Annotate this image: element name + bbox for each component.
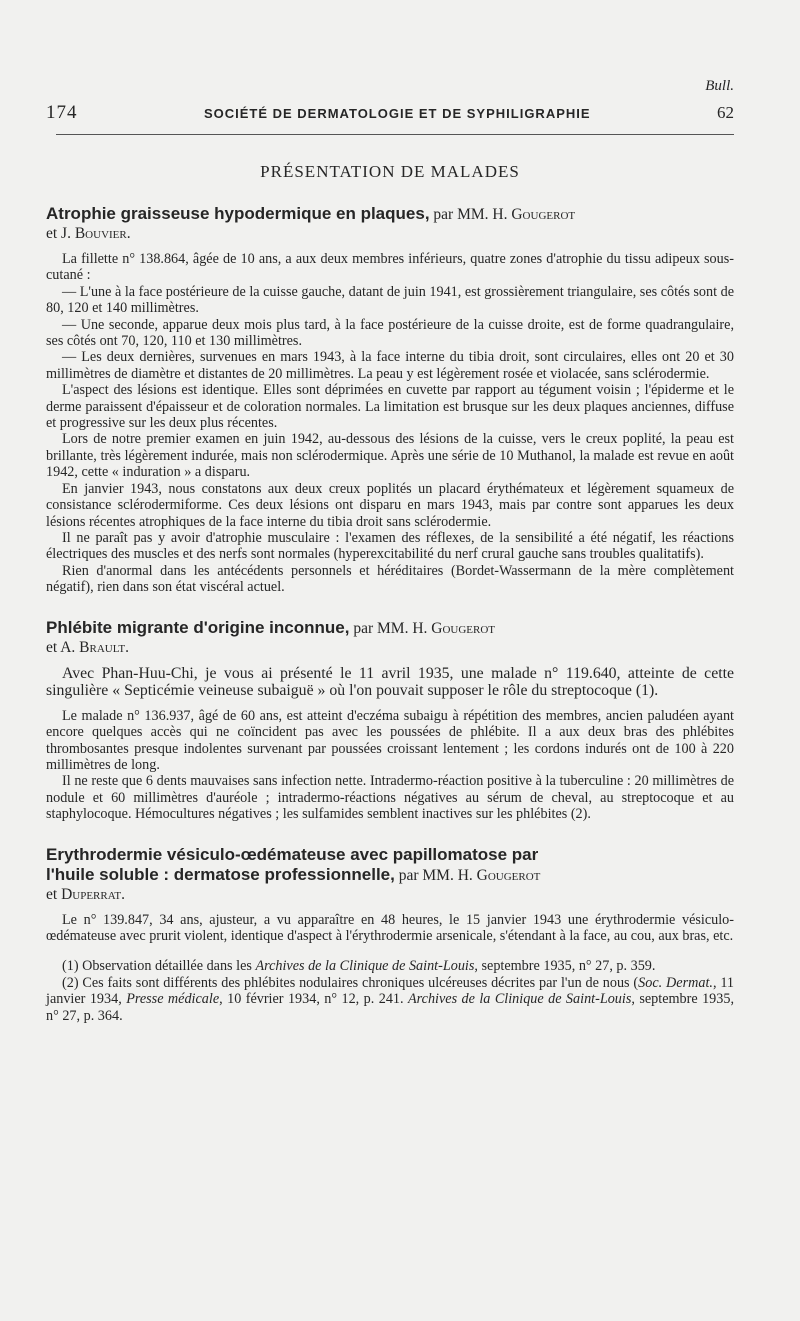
case1-paragraph: — L'une à la face postérieure de la cuisse gauche, datant de juin 1941, est grossièrement triangulaire, ses côtés sont de 80, 120 et 140 millimètres. bbox=[46, 283, 734, 317]
case1-paragraph: La fillette n° 138.864, âgée de 10 ans, a aux deux membres inférieurs, quatre zones d'atrophie du tissu adipeux sous-cutané : bbox=[46, 251, 734, 284]
case2-lead-paragraph: Avec Phan-Huu-Chi, je vous ai présenté le 11 avril 1935, une malade n° 119.640, atteinte de cette singulière « Septicémie veineuse subaiguë » où l'on pouvait supposer le rôle du streptocoque (1). bbox=[46, 664, 734, 700]
footnote-1-text: (1) Observation détaillée dans les bbox=[62, 958, 252, 975]
case3-author2: Duperrat. bbox=[61, 885, 126, 903]
header-rule bbox=[56, 134, 734, 135]
case3-title bbox=[46, 845, 734, 904]
footnote-2-ref-3: , septembre 1935, n° 27, p. 364. bbox=[46, 991, 735, 1024]
page-number: 174 bbox=[46, 102, 78, 123]
case3-title-line1: Erythrodermie vésiculo-œdémateuse avec papillomatose par bbox=[46, 844, 539, 864]
footnote-2-ref-1: , 11 janvier 1934, bbox=[46, 974, 734, 1008]
case1-paragraph: — Une seconde, apparue deux mois plus tard, à la face postérieure de la cuisse droite, est de forme quadrangulaire, ses côtés ont 70, 120, 110 et 130 millimètres. bbox=[46, 316, 734, 350]
case1-authors-prefix: par MM. H. bbox=[433, 206, 508, 223]
footnote-1-source: Archives de la Clinique de Saint-Louis bbox=[255, 958, 475, 975]
page-content bbox=[46, 162, 734, 1024]
footnote-2-ref-2: , 10 février 1934, n° 12, p. 241. bbox=[219, 991, 404, 1008]
footnote-2-text: (2) Ces faits sont différents des phlébites nodulaires chroniques ulcéreuses décrites par l'un de nous ( bbox=[62, 974, 639, 991]
case3-authors-prefix: par MM. H. bbox=[398, 866, 473, 884]
case3-authors-join: et bbox=[46, 885, 58, 903]
case1-paragraph: — Les deux dernières, survenues en mars 1943, à la face interne du tibia droit, sont circulaires, elles ont 20 et 30 millimètres de diamètre et distantes de 20 millimètres. La peau y est légèrement rosée et violacée, sans sclérodermie. bbox=[46, 349, 734, 382]
bulletin-mark: Bull. bbox=[705, 78, 734, 94]
footnote-2-source-3: Archives de la Clinique de Saint-Louis bbox=[408, 991, 632, 1008]
footnote-2 bbox=[46, 975, 734, 1024]
case2-authors-join: et A. bbox=[46, 638, 76, 656]
running-header bbox=[46, 102, 734, 124]
journal-title: SOCIÉTÉ DE DERMATOLOGIE ET DE SYPHILIGRAPHIE bbox=[203, 106, 591, 121]
case1-author2: Bouvier. bbox=[74, 225, 131, 242]
case3-paragraph: Le n° 139.847, 34 ans, ajusteur, a vu apparaître en 48 heures, le 15 janvier 1943 une érythrodermie vésiculo-œdémateuse avec prurit violent, identique d'aspect à l'érythrodermie arsenicale, s'étendant à la face, au cou, aux bras, etc. bbox=[46, 911, 734, 944]
case1-paragraph: Il ne paraît pas y avoir d'atrophie musculaire : l'examen des réflexes, de la sensibilité a été négatif, les réactions électriques des muscles et des nerfs sont normales (hyperexcitabilité du nerf crural gauche sans troubles qualitatifs). bbox=[46, 529, 734, 563]
case2-author1: Gougerot bbox=[431, 619, 496, 637]
case3-author1: Gougerot bbox=[476, 866, 541, 884]
case2-paragraph: Il ne reste que 6 dents mauvaises sans infection nette. Intradermo-réaction positive à la tuberculine : 20 millimètres de nodule et 60 millimètres d'auréole ; intradermo-réactions négatives au sérum de cheval, au streptocoque et au staphylocoque. Hémocultures négatives ; les sulfamides semblent inactives sur les phlébites (2). bbox=[46, 773, 734, 823]
footnote-2-source-2: Presse médicale bbox=[126, 991, 220, 1008]
case2-title bbox=[46, 618, 734, 657]
case2-author2: Brault. bbox=[79, 638, 130, 656]
case2-paragraph: Le malade n° 136.937, âgé de 60 ans, est atteint d'eczéma subaigu à répétition des membres, ancien paludéen ayant encore quelques accès qui ne coïncident pas avec les poussées de phlébite. Il a aux deux bras des phlébites thrombosantes presque indolentes survenant par poussées croissant lentement ; les cordons indurés ont de 100 à 220 millimètres de long. bbox=[46, 707, 734, 773]
case1-paragraph: En janvier 1943, nous constatons aux deux creux poplités un placard érythémateux et légèrement squameux de consistance sclérodermiforme. Ces deux lésions ont disparu en mars 1943, mais par contre sont apparues les deux lésions récentes atrophiques de la face interne du tibia droit sans sclérodermie. bbox=[46, 480, 734, 530]
case1-paragraph: Rien d'anormal dans les antécédents personnels et héréditaires (Bordet-Wassermann de la mère complètement négatif), rien dans son état viscéral actuel. bbox=[46, 562, 734, 596]
case1-authors-join: et J. bbox=[46, 225, 71, 242]
footnote-1 bbox=[46, 958, 734, 974]
case1-paragraph: Lors de notre premier examen en juin 1942, au-dessous des lésions de la cuisse, vers le creux poplité, la peau est brillante, très légèrement indurée, mais non sclérodermique. Après une série de 10 Muthanol, la malade est revue en août 1942, cette « induration » a disparu. bbox=[46, 431, 734, 481]
section-heading: PRÉSENTATION DE MALADES bbox=[260, 162, 520, 181]
footnote-1-ref: , septembre 1935, n° 27, p. 359. bbox=[474, 958, 656, 975]
issue-number: 62 bbox=[717, 103, 734, 122]
case1-paragraph: L'aspect des lésions est identique. Elles sont déprimées en cuvette par rapport au tégument voisin ; l'épiderme et le derme paraissent d'épaisseur et de coloration normales. La limitation est brusque sur les deux plaques anciennes, diffuse et progressive sur les deux plus récentes. bbox=[46, 382, 734, 432]
footnote-2-source-1: Soc. Dermat. bbox=[638, 974, 713, 991]
case3-title-line2: l'huile soluble : dermatose professionnelle, bbox=[46, 864, 395, 884]
case2-title-text: Phlébite migrante d'origine inconnue, bbox=[46, 617, 350, 637]
case1-author1: Gougerot bbox=[511, 206, 576, 223]
case2-authors-prefix: par MM. H. bbox=[353, 619, 428, 637]
case1-title-text: Atrophie graisseuse hypodermique en plaques, bbox=[46, 204, 430, 223]
case1-title bbox=[46, 204, 734, 243]
